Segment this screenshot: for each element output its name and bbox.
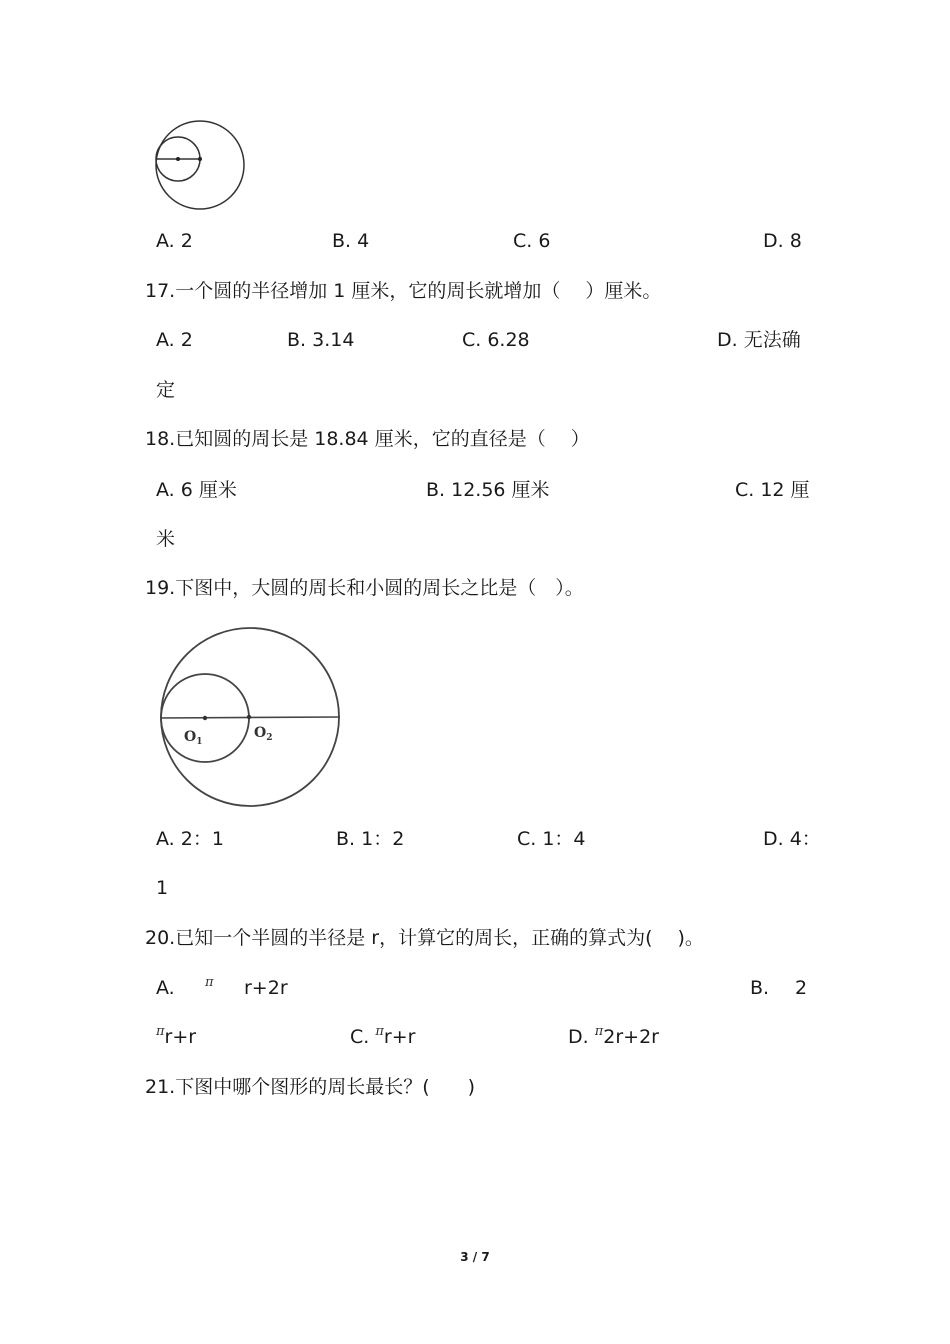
q16-center-dot bbox=[176, 157, 180, 161]
q19-option-a: A. 2：1 bbox=[156, 828, 224, 850]
q19-label-o2 bbox=[254, 725, 272, 743]
q16-option-c: C. 6 bbox=[513, 230, 551, 252]
q19-label-o2-sub: 2 bbox=[266, 733, 273, 743]
pi-symbol: π bbox=[205, 975, 214, 990]
q16-end-dot bbox=[198, 157, 202, 161]
q20-option-c-prefix: C. bbox=[350, 1026, 370, 1048]
pi-symbol: π bbox=[156, 1024, 165, 1039]
q17-option-c: C. 6.28 bbox=[462, 329, 530, 351]
q19-circle-figure bbox=[150, 622, 360, 812]
q19-option-d: D. 4： bbox=[763, 828, 821, 850]
q20-option-d-prefix: D. bbox=[568, 1026, 589, 1048]
q17-option-d-wrap: 定 bbox=[156, 379, 176, 401]
q18-option-c: C. 12 厘 bbox=[735, 479, 810, 501]
q20-option-b-wrap-text: r+r bbox=[164, 1026, 197, 1048]
q17-question: 17.一个圆的半径增加 1 厘米，它的周长就增加（ ）厘米。 bbox=[145, 280, 662, 302]
q19-option-b: B. 1：2 bbox=[336, 828, 405, 850]
q20-option-b-wrap bbox=[156, 1025, 196, 1052]
q18-option-c-wrap: 米 bbox=[156, 528, 176, 550]
q19-question: 19.下图中，大圆的周长和小圆的周长之比是（ ）。 bbox=[145, 577, 584, 599]
q20-option-b-suffix: 2 bbox=[795, 977, 808, 999]
q17-option-d: D. 无法确 bbox=[717, 329, 801, 351]
q18-option-a: A. 6 厘米 bbox=[156, 479, 237, 501]
q20-option-b-prefix: B. bbox=[750, 977, 770, 999]
q18-question: 18.已知圆的周长是 18.84 厘米，它的直径是（ ） bbox=[145, 428, 590, 450]
q19-label-o1-sub: 1 bbox=[196, 737, 203, 747]
q16-option-d: D. 8 bbox=[763, 230, 802, 252]
q19-option-d-wrap: 1 bbox=[156, 877, 169, 899]
q18-option-b: B. 12.56 厘米 bbox=[426, 479, 550, 501]
q20-option-d-suffix: 2r+2r bbox=[603, 1026, 659, 1048]
q20-option-a-prefix: A. bbox=[156, 977, 175, 999]
pi-symbol: π bbox=[594, 1024, 604, 1039]
q20-option-d bbox=[568, 1025, 659, 1052]
q16-big-circle bbox=[156, 121, 244, 209]
q17-option-b: B. 3.14 bbox=[287, 329, 355, 351]
q20-option-c bbox=[350, 1025, 415, 1052]
q20-option-a-suffix: r+2r bbox=[244, 977, 288, 999]
q20-option-c-suffix: r+r bbox=[383, 1026, 416, 1048]
q16-option-b: B. 4 bbox=[332, 230, 370, 252]
q19-o2-dot bbox=[247, 715, 251, 719]
q19-o1-dot bbox=[203, 716, 207, 720]
q19-label-o2-letter: O bbox=[254, 725, 267, 741]
pi-symbol: π bbox=[375, 1024, 384, 1039]
q19-label-o1 bbox=[184, 729, 202, 747]
q21-question: 21.下图中哪个图形的周长最长？( ) bbox=[145, 1076, 476, 1098]
page-number: 3 / 7 bbox=[460, 1250, 490, 1264]
q19-option-c: C. 1：4 bbox=[517, 828, 586, 850]
q17-option-a: A. 2 bbox=[156, 329, 193, 351]
q16-circle-figure bbox=[148, 116, 258, 216]
q16-option-a: A. 2 bbox=[156, 230, 193, 252]
q20-question: 20.已知一个半圆的半径是 r，计算它的周长，正确的算式为( )。 bbox=[145, 927, 704, 949]
q19-label-o1-letter: O bbox=[184, 729, 197, 745]
q20-option-a-pi bbox=[205, 976, 214, 1003]
